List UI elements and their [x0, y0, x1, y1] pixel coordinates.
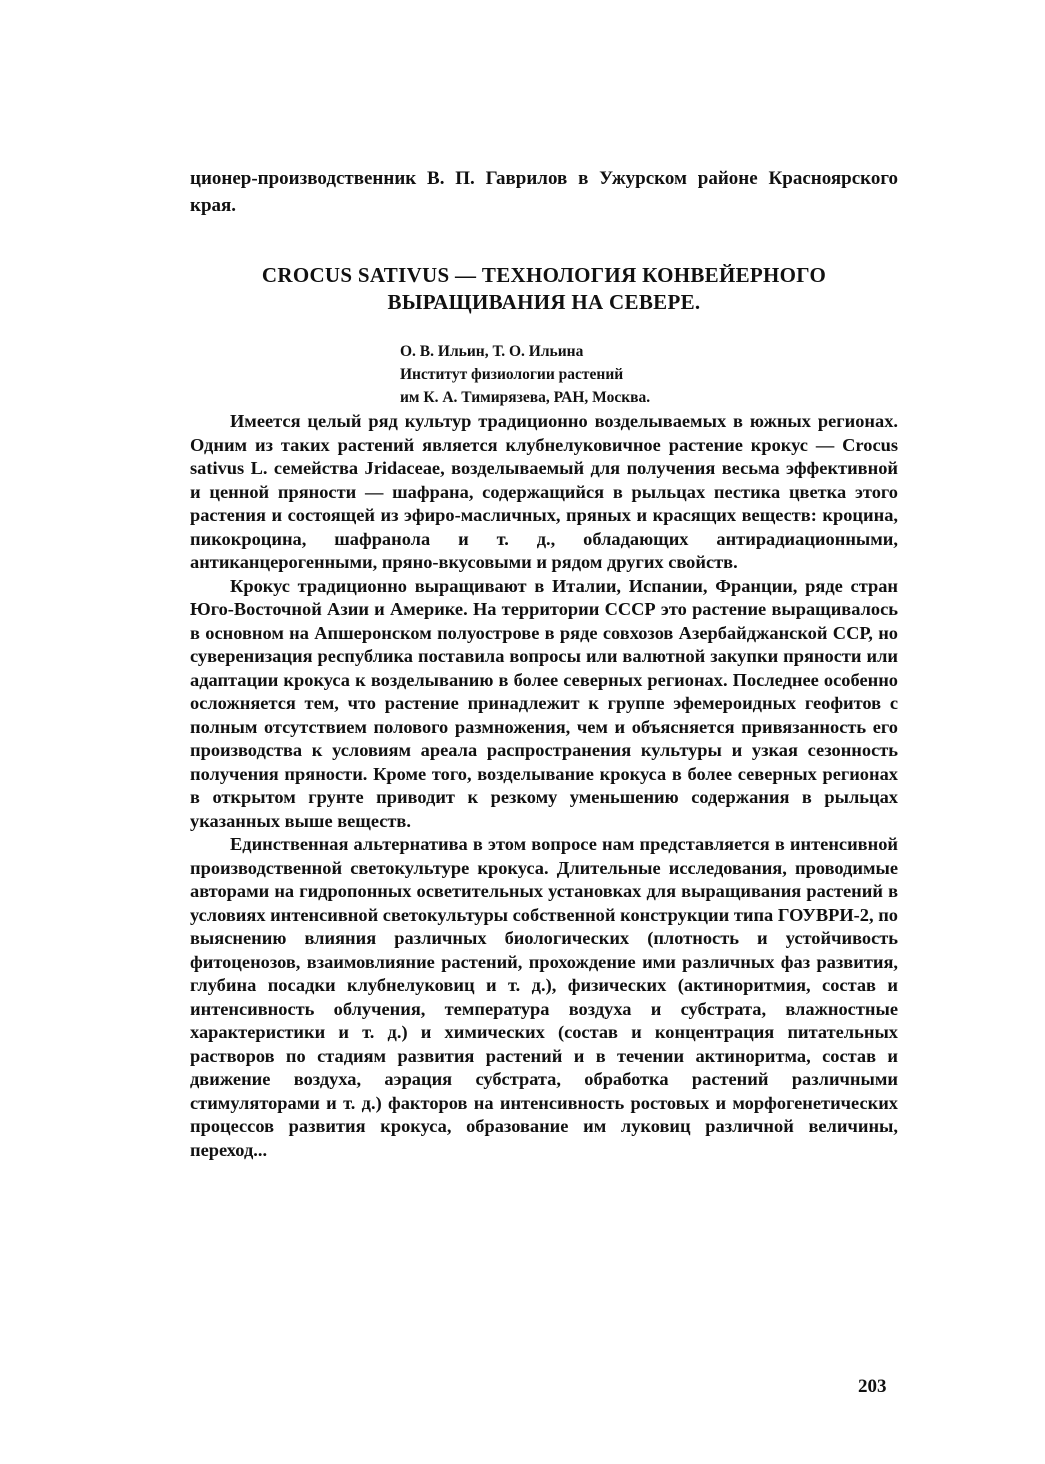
affiliation-line-1: Институт физиологии растений [400, 366, 624, 383]
page-number: 203 [858, 1376, 887, 1397]
article-title-line-1: CROCUS SATIVUS — ТЕХНОЛОГИЯ КОНВЕЙЕРНОГО [261, 263, 827, 287]
author-block [400, 340, 880, 409]
article-body [190, 410, 898, 1162]
authors: О. В. Ильин, Т. О. Ильина [400, 343, 584, 360]
body-paragraph-3: Единственная альтернатива в этом вопросе нам представляется в интенсивной производственной светокультуре крокуса. Длительные исследования, проводимые авторами на гидропонных осветительных установках для выращивания растений в условиях интенсивной светокультуры собственной конструкции типа ГОУВРИ-2, по выяснению влияния различных биологических (плотность и устойчивость фитоценозов, взаимовлияние растений, прохождение ими различных фаз развития, глубина посадки клубнелуковиц и т. д.), физических (актиноритмия, состав и интенсивность облучения, температура воздуха и субстрата, влажностные характеристики и т. д.) и химических (состав и концентрация питательных растворов по стадиям развития растений и в течении актиноритма, состав и движение воздуха, аэрация субстрата, обработка растений различными стимуляторами и т. д.) факторов на интенсивность ростовых и морфогенетических процессов развития крокуса, образование им луковиц различной величины, переход... [190, 834, 898, 1160]
body-paragraph-1: Имеется целый ряд культур традиционно возделываемых в южных регионах. Одним из таких растений является клубнелуковичное растение крокус — Crocus sativus L. семейства Jridaceae, возделываемый для получения весьма эффективной и ценной пряности — шафрана, содержащийся в рыльцах пестика цветка этого растения и состоящей из эфиро-масличных, пряных и красящих веществ: кроцина, пикокроцина, шафранола и т. д., обладающих антирадиационными, антиканцерогенными, пряно-вкусовыми и рядом других свойств. [190, 411, 898, 572]
affiliation-line-2: им К. А. Тимирязева, РАН, Москва. [400, 389, 651, 406]
body-paragraph-2: Крокус традиционно выращивают в Италии, Испании, Франции, ряде стран Юго-Восточной Азии и Америке. На территории СССР это растение выращивалось в основном на Апшеронском полуострове в ряде совхозов Азербайджанской ССР, но суверенизация республика поставила вопросы или валютной закупки пряности или адаптации крокуса к возделыванию в более северных регионах. Последнее особенно осложняется тем, что растение принадлежит к группе эфемероидных геофитов с полным отсутствием полового размножения, чем и объясняется привязанность его производства к условиям ареала распространения культуры и узкая сезонность получения пряности. Кроме того, возделывание крокуса в более северных регионах в открытом грунте приводит к резкому уменьшению содержания в рыльцах указанных выше веществ. [190, 575, 898, 831]
article-title [190, 262, 898, 316]
article-title-line-2: ВЫРАЩИВАНИЯ НА СЕВЕРЕ. [387, 290, 701, 314]
intro-paragraph: ционер-производственник В. П. Гаврилов в Ужурском районе Красноярского края. [190, 168, 898, 216]
